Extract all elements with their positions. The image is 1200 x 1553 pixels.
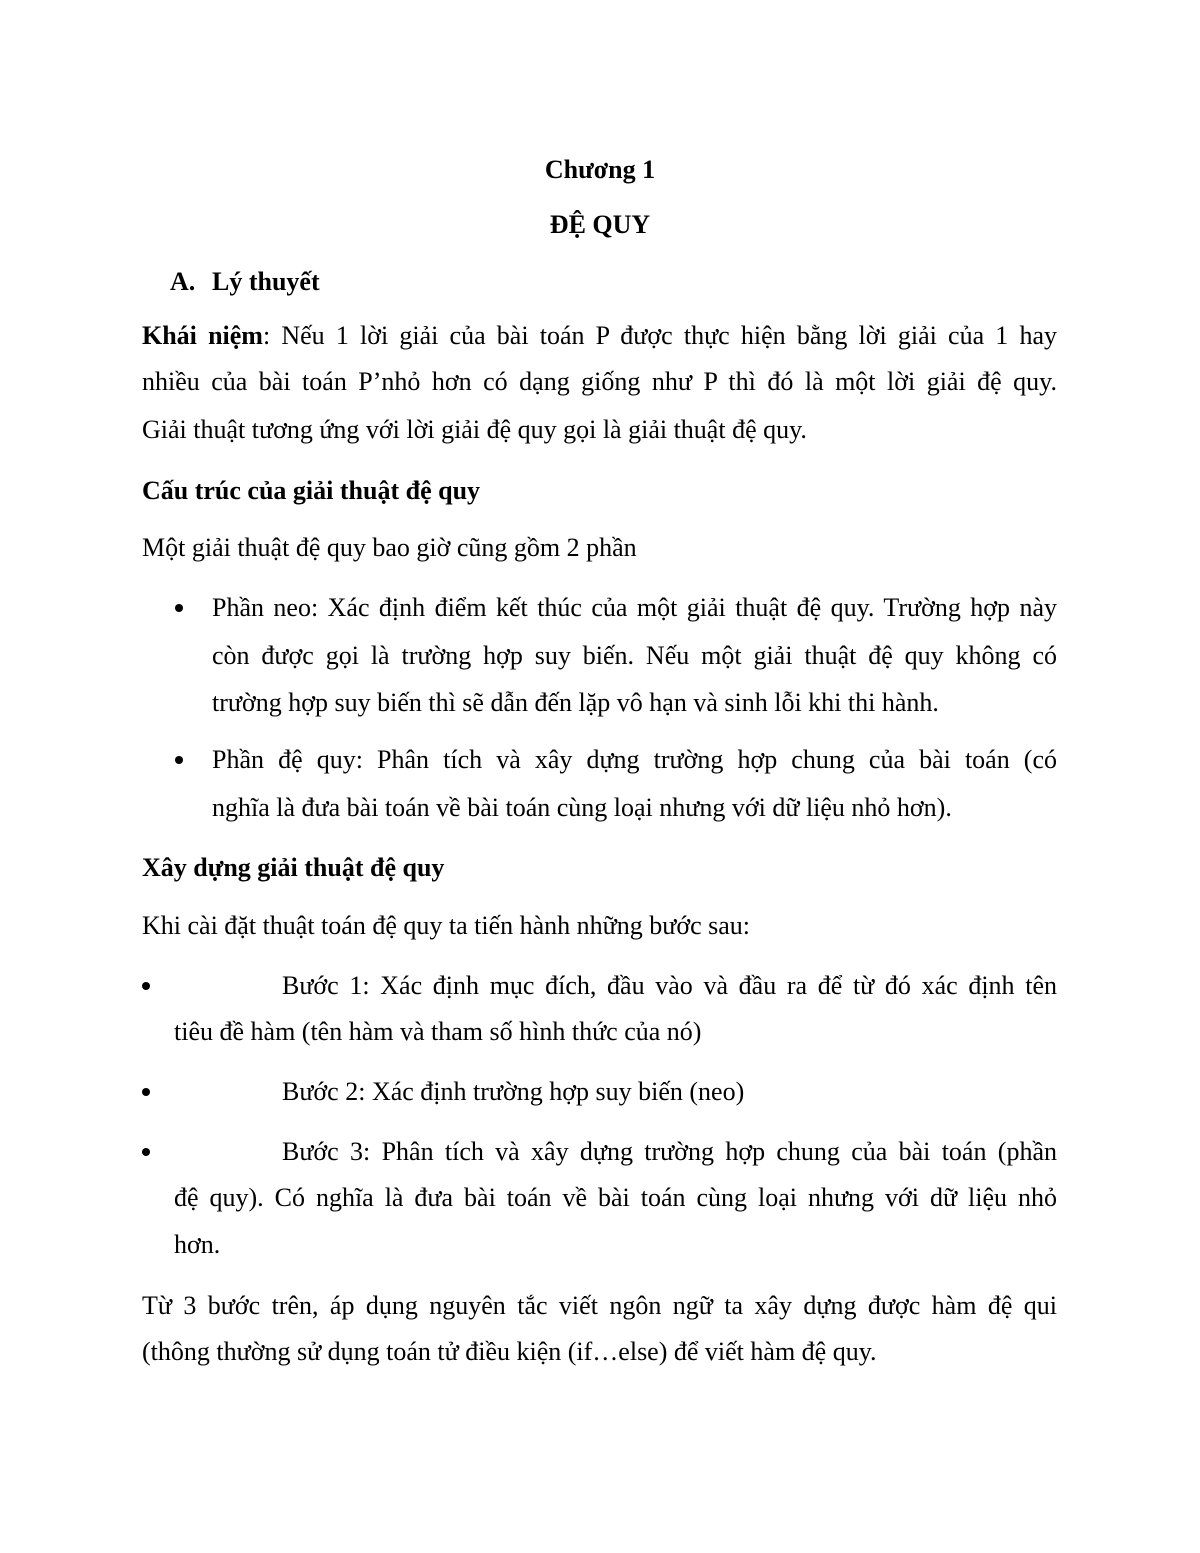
section-label: A.: [170, 267, 196, 296]
conclusion-line-2: (thông thường sử dụng toán tử điều kiện (if…else) để viết hàm đệ quy.: [142, 1337, 877, 1366]
build-intro: Khi cài đặt thuật toán đệ quy ta tiến hành những bước sau:: [142, 911, 751, 940]
bullet-icon: [142, 1088, 150, 1096]
concept-line-3: Giải thuật tương ứng với lời giải đệ quy gọi là giải thuật đệ quy.: [142, 415, 807, 444]
build-heading: Xây dựng giải thuật đệ quy: [142, 853, 445, 882]
step-1-line-1: Bước 1: Xác định mục đích, đầu vào và đầu ra để từ đó xác định tên: [282, 971, 1057, 1000]
section-title: Lý thuyết: [212, 267, 320, 296]
structure-bullet-2-line-1: Phần đệ quy: Phân tích và xây dựng trường hợp chung của bài toán (có: [212, 745, 1057, 774]
structure-bullet-2-line-2: nghĩa là đưa bài toán về bài toán cùng loại nhưng với dữ liệu nhỏ hơn).: [212, 793, 952, 822]
conclusion-line-1: Từ 3 bước trên, áp dụng nguyên tắc viết ngôn ngữ ta xây dựng được hàm đệ qui: [142, 1291, 1057, 1320]
chapter-subtitle: ĐỆ QUY: [549, 210, 651, 239]
bullet-icon: [175, 604, 183, 612]
structure-bullet-1-line-3: trường hợp suy biến thì sẽ dẫn đến lặp vô hạn và sinh lỗi khi thi hành.: [212, 688, 939, 717]
step-2-line-1: Bước 2: Xác định trường hợp suy biến (neo): [282, 1077, 745, 1106]
step-3-line-1: Bước 3: Phân tích và xây dựng trường hợp chung của bài toán (phần: [282, 1137, 1057, 1166]
structure-bullet-1-line-1: Phần neo: Xác định điểm kết thúc của một giải thuật đệ quy. Trường hợp này: [212, 593, 1057, 622]
structure-heading: Cấu trúc của giải thuật đệ quy: [142, 476, 481, 505]
step-1-line-2: tiêu đề hàm (tên hàm và tham số hình thức của nó): [174, 1017, 702, 1046]
concept-line-2: nhiều của bài toán P’nhỏ hơn có dạng giống như P thì đó là một lời giải đệ quy.: [142, 367, 1057, 396]
step-3-line-3: hơn.: [174, 1230, 221, 1259]
concept-term: Khái niệm: [142, 321, 263, 350]
structure-bullet-1-line-2: còn được gọi là trường hợp suy biến. Nếu một giải thuật đệ quy không có: [212, 641, 1057, 670]
structure-intro: Một giải thuật đệ quy bao giờ cũng gồm 2 phần: [142, 533, 637, 562]
step-3-line-2: đệ quy). Có nghĩa là đưa bài toán về bài toán cùng loại nhưng với dữ liệu nhỏ: [174, 1183, 1057, 1212]
concept-line-1-text: : Nếu 1 lời giải của bài toán P được thực hiện bằng lời giải của 1 hay: [262, 321, 1058, 350]
chapter-title: Chương 1: [544, 155, 656, 184]
bullet-icon: [142, 982, 150, 990]
bullet-icon: [175, 756, 183, 764]
concept-line-1: [142, 320, 1057, 352]
bullet-icon: [142, 1148, 150, 1156]
